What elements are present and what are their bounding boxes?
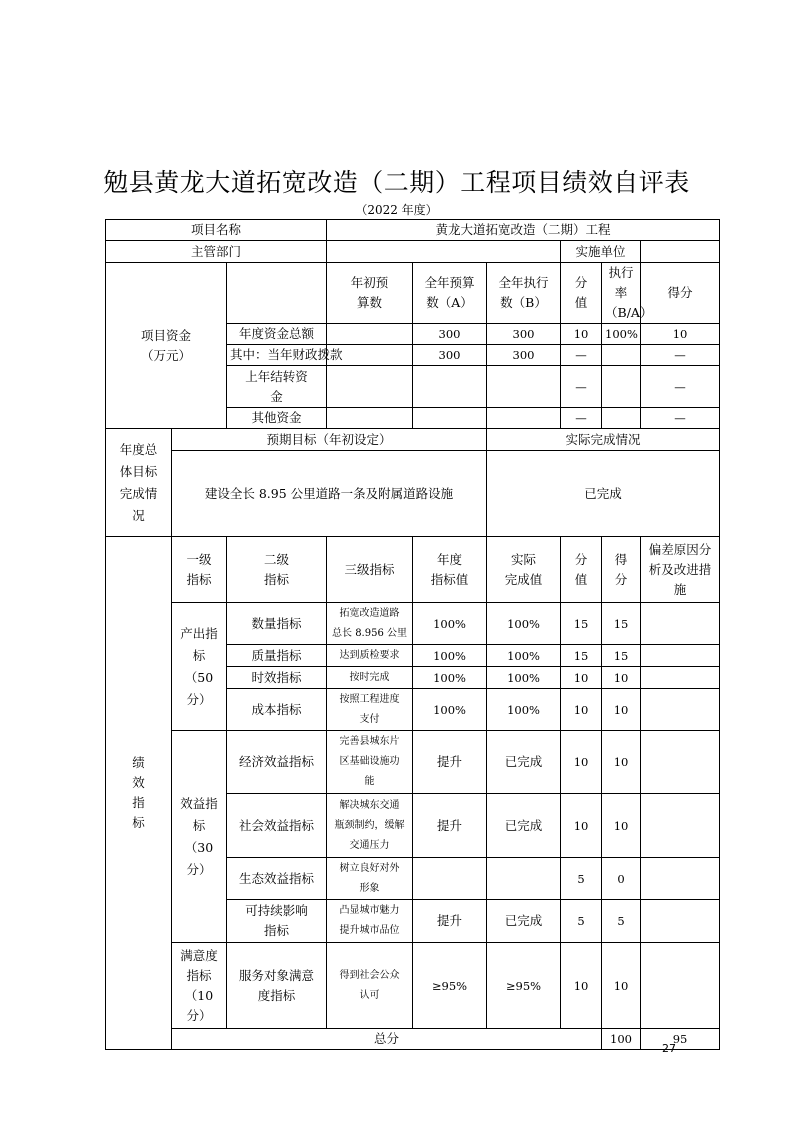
indicator-note xyxy=(641,731,720,794)
document-year: （2022 年度） xyxy=(355,203,438,217)
indicator-actual: ≥95% xyxy=(487,943,561,1029)
funds-header-rate: 执行率 （B/A） xyxy=(602,263,641,324)
funds-budget xyxy=(413,366,487,408)
funds-budget xyxy=(413,408,487,429)
indicator-level3: 凸显城市魅力 提升城市品位 xyxy=(327,900,413,943)
indicator-note xyxy=(641,603,720,645)
funds-rate xyxy=(602,408,641,429)
indicator-level3: 按时完成 xyxy=(327,667,413,689)
indicator-score-value: 10 xyxy=(561,731,602,794)
indicator-row xyxy=(106,943,720,1029)
indicator-score: 0 xyxy=(602,858,641,900)
indicator-actual: 100% xyxy=(487,689,561,731)
indicator-row xyxy=(106,603,720,645)
funds-initial xyxy=(327,324,413,345)
impl-unit-value xyxy=(641,241,720,263)
goals-planned-value: 建设全长 8.95 公里道路一条及附属道路设施 xyxy=(172,451,487,537)
indicator-note xyxy=(641,858,720,900)
funds-row-label: 其中：当年财政拨款 xyxy=(227,345,327,366)
funds-score-value: — xyxy=(561,408,602,429)
indicator-level2: 经济效益指标 xyxy=(227,731,327,794)
funds-executed xyxy=(487,408,561,429)
funds-score-value: 10 xyxy=(561,324,602,345)
funds-row-label: 其他资金 xyxy=(227,408,327,429)
indicator-actual: 100% xyxy=(487,645,561,667)
indicator-actual: 已完成 xyxy=(487,900,561,943)
funds-score-value: — xyxy=(561,345,602,366)
funds-header-score: 得分 xyxy=(641,263,720,324)
indicator-target: 提升 xyxy=(413,794,487,858)
indicator-level2: 数量指标 xyxy=(227,603,327,645)
indicator-target: 100% xyxy=(413,667,487,689)
funds-rate xyxy=(602,345,641,366)
total-label: 总分 xyxy=(172,1029,602,1050)
funds-header-blank xyxy=(227,263,327,324)
funds-rate: 100% xyxy=(602,324,641,345)
indicator-score-value: 15 xyxy=(561,603,602,645)
project-name-label: 项目名称 xyxy=(106,220,327,241)
funds-rate xyxy=(602,366,641,408)
indicator-group-benefit: 效益指 标 （30 分） xyxy=(172,731,227,943)
indicator-header-score: 得 分 xyxy=(602,537,641,603)
indicator-score-value: 5 xyxy=(561,900,602,943)
total-score: 95 xyxy=(641,1029,720,1050)
indicator-header-level1: 一级 指标 xyxy=(172,537,227,603)
indicator-target: 100% xyxy=(413,689,487,731)
indicator-level2: 社会效益指标 xyxy=(227,794,327,858)
funds-score: — xyxy=(641,366,720,408)
indicator-score: 10 xyxy=(602,943,641,1029)
indicator-note xyxy=(641,794,720,858)
page-number: 27 xyxy=(662,1042,676,1055)
funds-executed xyxy=(487,366,561,408)
indicator-note xyxy=(641,645,720,667)
indicator-actual: 已完成 xyxy=(487,731,561,794)
total-row xyxy=(106,1029,720,1050)
dept-label: 主管部门 xyxy=(106,241,327,263)
indicator-level2: 可持续影响 指标 xyxy=(227,900,327,943)
indicator-actual: 已完成 xyxy=(487,794,561,858)
indicator-header-level2: 二级 指标 xyxy=(227,537,327,603)
funds-row-label: 上年结转资 金 xyxy=(227,366,327,408)
indicator-level2: 时效指标 xyxy=(227,667,327,689)
indicator-actual: 100% xyxy=(487,603,561,645)
indicator-note xyxy=(641,667,720,689)
indicator-target: 提升 xyxy=(413,731,487,794)
indicator-score: 10 xyxy=(602,731,641,794)
indicator-header-actual: 实际 完成值 xyxy=(487,537,561,603)
indicator-header-score-value: 分 值 xyxy=(561,537,602,603)
goals-actual-header: 实际完成情况 xyxy=(487,429,720,451)
indicator-target xyxy=(413,858,487,900)
indicator-score: 5 xyxy=(602,900,641,943)
indicator-row xyxy=(106,731,720,794)
indicator-group-satisfaction: 满意度 指标 （10 分） xyxy=(172,943,227,1029)
indicator-level2: 服务对象满意 度指标 xyxy=(227,943,327,1029)
indicator-actual: 100% xyxy=(487,667,561,689)
evaluation-table xyxy=(105,219,720,1050)
funds-score-value: — xyxy=(561,366,602,408)
total-score-value: 100 xyxy=(602,1029,641,1050)
goals-actual-value: 已完成 xyxy=(487,451,720,537)
indicator-header-target: 年度 指标值 xyxy=(413,537,487,603)
indicator-score: 10 xyxy=(602,794,641,858)
indicator-target: 100% xyxy=(413,645,487,667)
indicator-score-value: 10 xyxy=(561,943,602,1029)
indicator-level3: 按照工程进度 支付 xyxy=(327,689,413,731)
indicator-level2: 质量指标 xyxy=(227,645,327,667)
funds-executed: 300 xyxy=(487,324,561,345)
indicators-section-label: 绩 效 指 标 xyxy=(106,537,172,1050)
funds-header-executed: 全年执行 数（B） xyxy=(487,263,561,324)
indicator-score-value: 10 xyxy=(561,689,602,731)
funds-budget: 300 xyxy=(413,345,487,366)
goals-section-label: 年度总 体目标 完成情 况 xyxy=(106,429,172,537)
funds-initial xyxy=(327,408,413,429)
indicator-level3: 解决城东交通 瓶颈制约，缓解 交通压力 xyxy=(327,794,413,858)
indicator-score-value: 5 xyxy=(561,858,602,900)
indicator-level2: 成本指标 xyxy=(227,689,327,731)
project-name-value: 黄龙大道拓宽改造（二期）工程 xyxy=(327,220,720,241)
indicator-header-level3: 三级指标 xyxy=(327,537,413,603)
indicator-actual xyxy=(487,858,561,900)
indicator-level3: 达到质检要求 xyxy=(327,645,413,667)
indicator-score-value: 10 xyxy=(561,667,602,689)
dept-value xyxy=(327,241,561,263)
indicator-note xyxy=(641,900,720,943)
funds-row-label: 年度资金总额 xyxy=(227,324,327,345)
indicator-header-note: 偏差原因分 析及改进措 施 xyxy=(641,537,720,603)
indicator-target: 100% xyxy=(413,603,487,645)
funds-section-label: 项目资金 （万元） xyxy=(106,263,227,429)
indicator-score: 15 xyxy=(602,645,641,667)
indicator-level3: 树立良好对外 形象 xyxy=(327,858,413,900)
funds-header-score-value: 分 值 xyxy=(561,263,602,324)
indicator-score: 10 xyxy=(602,689,641,731)
indicator-group-output: 产出指 标 （50 分） xyxy=(172,603,227,731)
funds-score: 10 xyxy=(641,324,720,345)
funds-initial xyxy=(327,366,413,408)
indicator-score: 10 xyxy=(602,667,641,689)
document-title: 勉县黄龙大道拓宽改造（二期）工程项目绩效自评表 xyxy=(103,168,690,197)
funds-budget: 300 xyxy=(413,324,487,345)
indicator-level3: 拓宽改造道路 总长 8.956 公里 xyxy=(327,603,413,645)
funds-score: — xyxy=(641,345,720,366)
indicator-score-value: 10 xyxy=(561,794,602,858)
indicator-target: 提升 xyxy=(413,900,487,943)
funds-score: — xyxy=(641,408,720,429)
impl-unit-label: 实施单位 xyxy=(561,241,641,263)
indicator-score-value: 15 xyxy=(561,645,602,667)
indicator-level3: 得到社会公众 认可 xyxy=(327,943,413,1029)
indicator-note xyxy=(641,689,720,731)
indicator-level2: 生态效益指标 xyxy=(227,858,327,900)
goals-planned-header: 预期目标（年初设定） xyxy=(172,429,487,451)
indicator-score: 15 xyxy=(602,603,641,645)
funds-executed: 300 xyxy=(487,345,561,366)
funds-header-initial: 年初预 算数 xyxy=(327,263,413,324)
funds-header-budget: 全年预算 数（A） xyxy=(413,263,487,324)
indicator-level3: 完善县城东片 区基础设施功 能 xyxy=(327,731,413,794)
indicator-target: ≥95% xyxy=(413,943,487,1029)
indicator-note xyxy=(641,943,720,1029)
